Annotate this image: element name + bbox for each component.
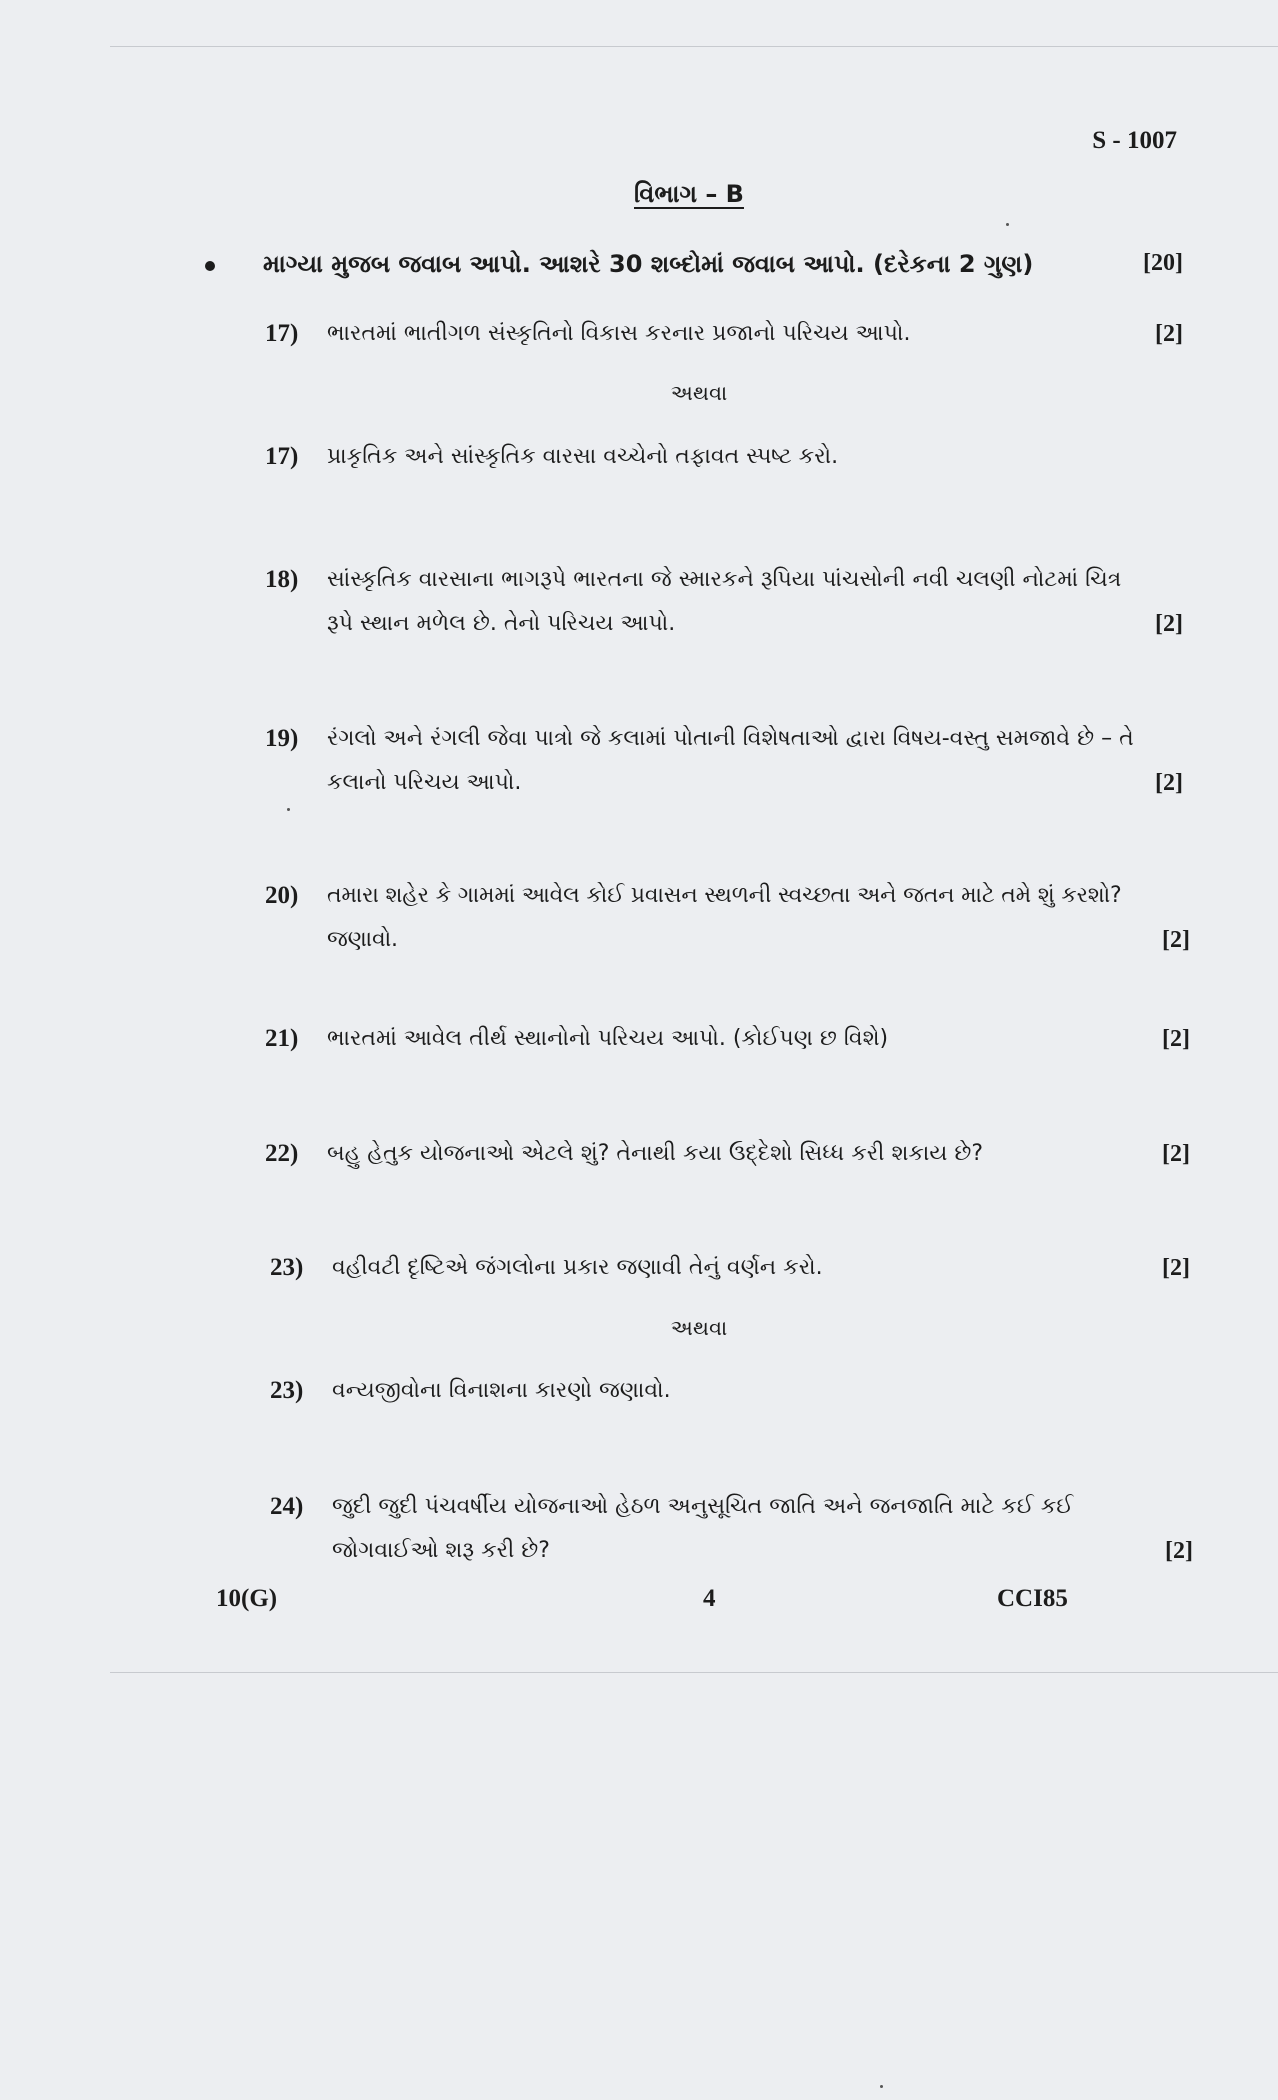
question-18 <box>265 558 1183 646</box>
question-24 <box>270 1485 1193 1573</box>
instruction-text: માગ્યા મુજબ જવાબ આપો. આશરે 30 શબ્દોમાં જવાબ આપો. (દરેકના 2 ગુણ) <box>263 250 1034 278</box>
question-marks: [2] <box>1162 927 1190 953</box>
question-number: 22) <box>265 1140 299 1167</box>
question-17 <box>265 312 1183 356</box>
scan-speck <box>880 2085 883 2088</box>
scan-speck <box>1006 223 1009 226</box>
question-text: બહુ હેતુક યોજનાઓ એટલે શું? તેનાથી કયા ઉદ્દેશો સિધ્ધ કરી શકાય છે? <box>327 1141 984 1166</box>
question-marks: [2] <box>1162 1141 1190 1167</box>
question-marks: [2] <box>1155 611 1183 637</box>
section-title: વિભાગ – B <box>634 180 744 208</box>
or-label: અથવા <box>670 381 728 405</box>
footer-code-right: CCI85 <box>997 1585 1068 1612</box>
question-number: 20) <box>265 882 299 909</box>
question-marks: [2] <box>1155 770 1183 796</box>
scan-speck <box>287 808 290 811</box>
total-marks: [20] <box>1143 250 1183 276</box>
question-21 <box>265 1017 1190 1061</box>
question-text: પ્રાકૃતિક અને સાંસ્કૃતિક વારસા વચ્ચેનો તફાવત સ્પષ્ટ કરો. <box>327 444 839 469</box>
question-23-alt <box>270 1369 1183 1413</box>
question-text: ભારતમાં ભાતીગળ સંસ્કૃતિનો વિકાસ કરનાર પ્રજાનો પરિચય આપો. <box>327 321 911 346</box>
question-20 <box>265 874 1190 962</box>
question-text: સાંસ્કૃતિક વારસાના ભાગરૂપે ભારતના જે સ્મારકને રૂપિયા પાંચસોની નવી ચલણી નોટમાં ચિત્ર રૂપે સ્થાન મળેલ છે. તેનો પરિચય આપો. <box>327 567 1122 636</box>
question-number: 23) <box>270 1254 304 1281</box>
bottom-rule <box>110 1672 1278 1673</box>
top-rule <box>110 46 1278 47</box>
question-marks: [2] <box>1162 1026 1190 1052</box>
bullet-icon <box>205 261 215 271</box>
question-text: જુદી જુદી પંચવર્ષીય યોજનાઓ હેઠળ અનુસૂચિત જાતિ અને જનજાતિ માટે કઈ કઈ જોગવાઈઓ શરૂ કરી છે? <box>332 1494 1074 1563</box>
question-number: 17) <box>265 320 299 347</box>
question-text: રંગલો અને રંગલી જેવા પાત્રો જે કલામાં પોતાની વિશેષતાઓ દ્વારા વિષય-વસ્તુ સમજાવે છે – તે કલાનો પરિચય આપો. <box>327 726 1134 795</box>
question-number: 18) <box>265 566 299 593</box>
question-23 <box>270 1246 1190 1290</box>
question-number: 24) <box>270 1493 304 1520</box>
footer-code-left: 10(G) <box>216 1585 278 1612</box>
question-17-alt <box>265 435 1183 479</box>
question-number: 19) <box>265 725 299 752</box>
footer-page-number: 4 <box>703 1585 716 1612</box>
paper-number: S - 1007 <box>1092 127 1177 154</box>
question-text: વન્યજીવોના વિનાશના કારણો જણાવો. <box>332 1378 671 1403</box>
question-text: ભારતમાં આવેલ તીર્થ સ્થાનોનો પરિચય આપો. (કોઈપણ છ વિશે) <box>327 1026 889 1051</box>
question-19 <box>265 717 1183 805</box>
question-text: વહીવટી દૃષ્ટિએ જંગલોના પ્રકાર જણાવી તેનું વર્ણન કરો. <box>332 1255 823 1280</box>
question-marks: [2] <box>1162 1255 1190 1281</box>
or-label: અથવા <box>670 1316 728 1340</box>
question-number: 17) <box>265 443 299 470</box>
question-number: 23) <box>270 1377 304 1404</box>
question-number: 21) <box>265 1025 299 1052</box>
question-22 <box>265 1132 1190 1176</box>
question-marks: [2] <box>1155 321 1183 347</box>
question-text: તમારા શહેર કે ગામમાં આવેલ કોઈ પ્રવાસન સ્થળની સ્વચ્છતા અને જતન માટે તમે શું કરશો? જણાવો. <box>327 883 1122 952</box>
question-marks: [2] <box>1165 1538 1193 1564</box>
